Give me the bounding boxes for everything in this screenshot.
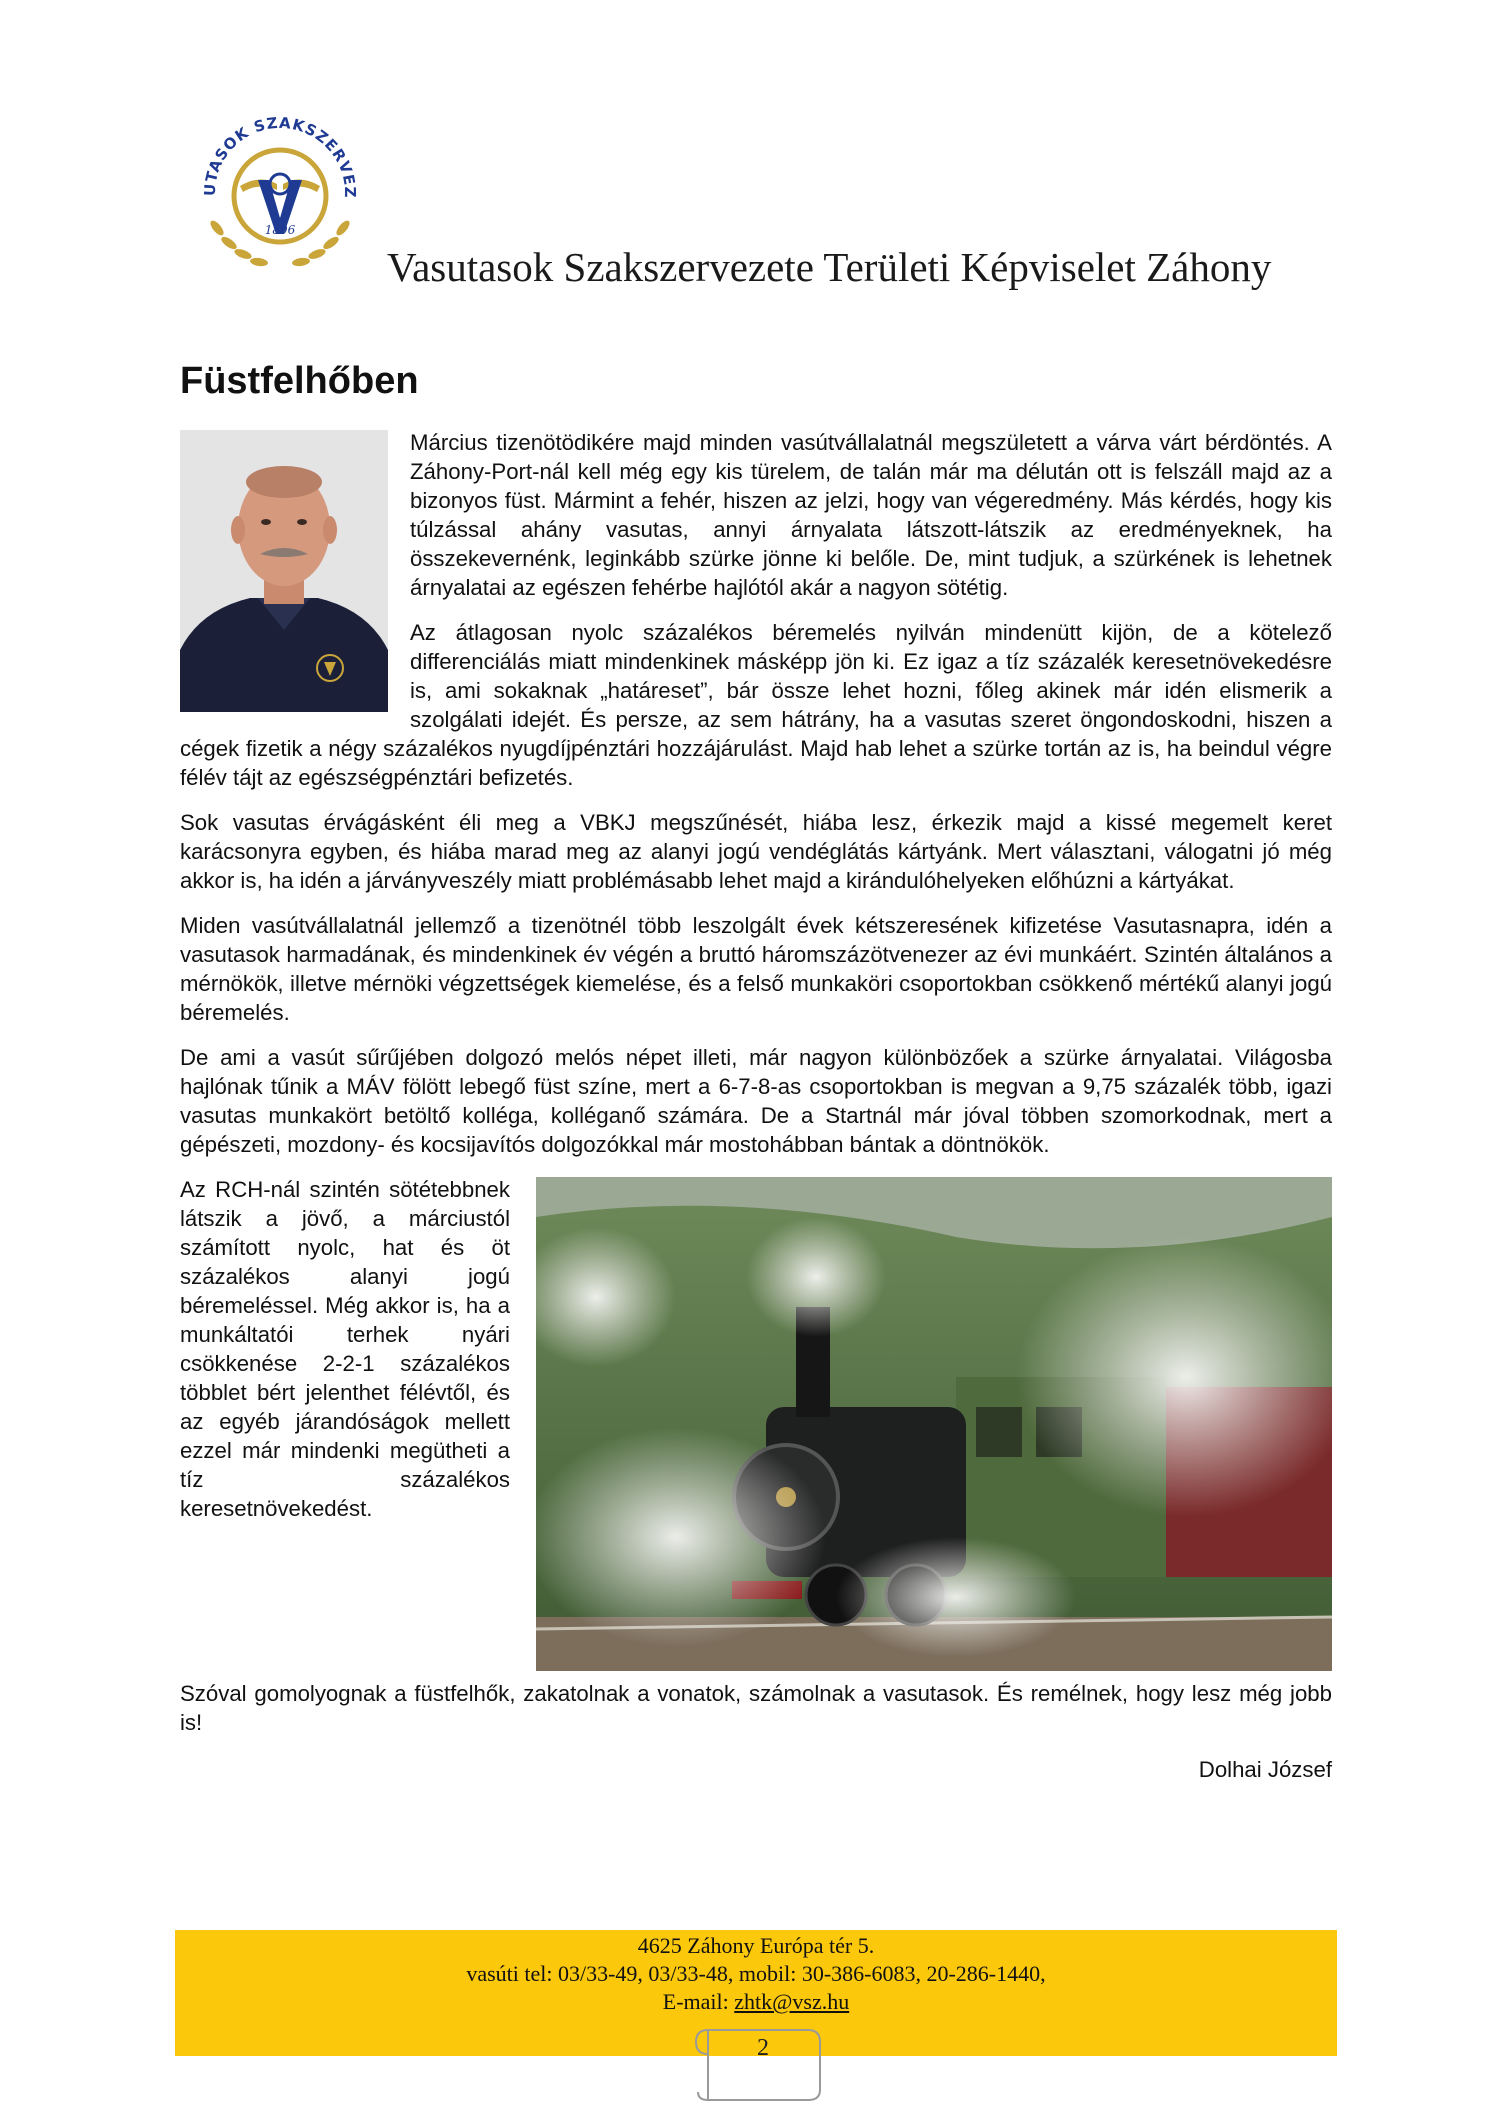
article-title: Füstfelhőben [180, 360, 419, 402]
union-logo [185, 88, 375, 278]
author-signature: Dolhai József [1198, 1757, 1332, 1782]
paragraph: Március tizenötödikére majd minden vasútvállalatnál megszületett a várva várt bérdöntés. A Záhony-Port-nál kell még egy kis türelem, de talán már ma délután ott is felszáll majd az a bizonyos füst. Mármint a fehér, hiszen az jelzi, hogy van végeredmény. Más kérdés, hogy kis túlzással ahány vasutas, annyi árnyalata látszott-látszik az eredményeknek, ha összekevernénk, leginkább szürke jönne ki belőle. De, mint tudjuk, a szürkének is lehetnek árnyalatai az egészen fehérbe hajlótól akár a nagyon sötétig. [410, 430, 1332, 600]
author-portrait [180, 430, 388, 712]
steam-train-photo [536, 1177, 1332, 1671]
logo-year: 1896 [264, 223, 296, 237]
footer-phones: vasúti tel: 03/33-49, 03/33-48, mobil: 30-386-6083, 20-286-1440, [466, 1961, 1046, 1986]
paragraph: Az átlagosan nyolc százalékos béremelés nyilván mindenütt kijön, de a kötelező differenciálás miatt mindenkinek másképp jön ki. Ez igaz a tíz százalék keresetnövekedésre is, ami sokaknak „határeset”, bár össze lehet hozni, főleg akinek már idén elismerik a szolgálati idejét. És persze, az sem hátrány, ha a vasutas szeret öngondoskodni, hiszen a cégek fizetik a négy százalékos nyugdíjpénztári hozzájárulást. Majd hab lehet a szürke tortán az is, ha beindul végre félév tájt az egészségpénztári befizetés. [180, 620, 1332, 790]
email-link[interactable]: zhtk@vsz.hu [734, 1989, 850, 2014]
logo-ring-text: UTASOK SZAKSZERVEZ [200, 113, 360, 199]
article-body [180, 428, 1332, 1784]
paragraph: De ami a vasút sűrűjében dolgozó melós népet illeti, már nagyon különbözőek a szürke árnyalatai. Világosba hajlónak tűnik a MÁV fölött lebegő füst színe, mert a 6-7-8-as csoportokban is megvan a 9,75 százalék több, igazi vasutas munkakört betöltő kolléga, kolléganő számára. De a Startnál már jóval többen szomorkodnak, mert a gépészeti, mozdony- és kocsijavítós dolgozókkal már mostohábban bántak a döntnökök. [180, 1045, 1332, 1157]
header-title: Vasutasok Szakszervezete Területi Képviselet Záhony [387, 244, 1272, 290]
paragraph: Sok vasutas érvágásként éli meg a VBKJ megszűnését, hiába lesz, érkezik majd a kissé megemelt keret karácsonyra egyben, és hiába marad meg az alanyi jogú vendéglátás kártyánk. Mert választani, válogatni jó még akkor is, ha idén a járványveszély miatt problémásabb lehet majd a kirándulóhelyeken előhúzni a kártyákat. [180, 810, 1332, 893]
footer-email-label: E-mail: [662, 1989, 735, 2014]
page-number: 2 [757, 2035, 769, 2061]
footer-email-line [175, 1988, 1337, 2016]
page-number-scroll-icon [688, 2020, 828, 2108]
paragraph: Szóval gomolyognak a füstfelhők, zakatolnak a vonatok, számolnak a vasutasok. És remélnek, hogy lesz még jobb is! [180, 1681, 1332, 1735]
paragraph: Az RCH-nál szintén sötétebbnek látszik a jövő, a márciustól számított nyolc, hat és öt százalékos alanyi jogú béremeléssel. Még akkor is, ha a munkáltatói terhek nyári csökkenése 2-2-1 százalékos többlet bért jelenthet félévtől, és az egyéb járandóságok mellett ezzel már mindenki megütheti a tíz százalékos keresetnövekedést. [180, 1177, 510, 1521]
footer-address: 4625 Záhony Európa tér 5. [637, 1933, 875, 1958]
paragraph: Miden vasútvállalatnál jellemző a tizenötnél több leszolgált évek kétszeresének kifizetése Vasutasnapra, idén a vasutasok harmadának, és mindenkinek év végén a bruttó háromszázötvenezer az évi munkáért. Szintén általános a mérnökök, illetve mérnöki végzettségek kiemelése, és a felső munkaköri csoportokban csökkenő mértékű alanyi jogú béremelés. [180, 913, 1332, 1025]
